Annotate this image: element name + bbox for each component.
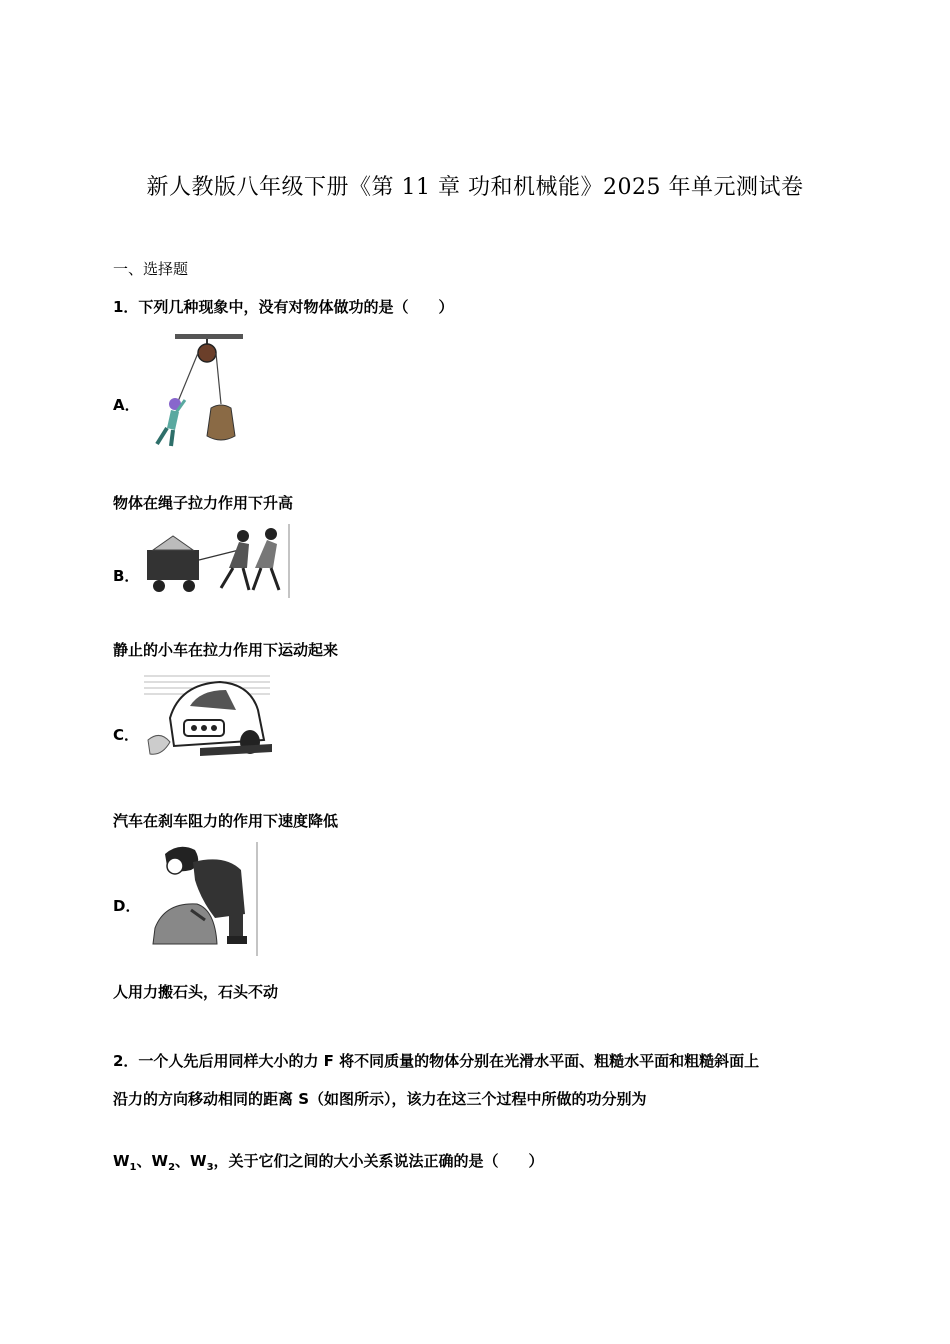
lift-stone-icon: [145, 840, 259, 958]
pull-cart-icon: [143, 522, 291, 600]
question-1-stem: 1．下列几种现象中，没有对物体做功的是（ ）: [113, 298, 454, 316]
braking-car-icon: [140, 670, 272, 768]
w2-subscript: 2: [168, 1162, 176, 1173]
w2-symbol: 、W: [136, 1152, 169, 1170]
option-a-label: A．: [113, 396, 140, 414]
option-d-label: D．: [113, 897, 141, 915]
w1-subscript: 1: [129, 1162, 137, 1173]
option-d-caption: 人用力搬石头，石头不动: [113, 983, 279, 1001]
section-heading: 一、选择题: [113, 260, 189, 278]
w-symbol: W: [113, 1152, 130, 1170]
question-2-line1: 2．一个人先后用同样大小的力 F 将不同质量的物体分别在光滑水平面、粗糙水平面和粗糙斜面上: [113, 1052, 760, 1070]
pulley-lift-icon: [145, 332, 245, 452]
question-2-line2: 沿力的方向移动相同的距离 S（如图所示），该力在这三个过程中所做的功分别为: [113, 1090, 647, 1108]
question-2-tail: ，关于它们之间的大小关系说法正确的是（ ）: [213, 1152, 544, 1170]
w3-symbol: 、W: [175, 1152, 207, 1170]
w3-subscript: 3: [206, 1162, 214, 1173]
option-b-label: B．: [113, 567, 140, 585]
option-c-label: C．: [113, 726, 140, 744]
page-title: 新人教版八年级下册《第 11 章 功和机械能》2025 年单元测试卷: [146, 175, 804, 200]
option-c-caption: 汽车在刹车阻力的作用下速度降低: [113, 812, 339, 830]
option-a-caption: 物体在绳子拉力作用下升高: [113, 494, 294, 512]
option-b-caption: 静止的小车在拉力作用下运动起来: [113, 641, 339, 659]
question-2-line3: [113, 1150, 544, 1173]
